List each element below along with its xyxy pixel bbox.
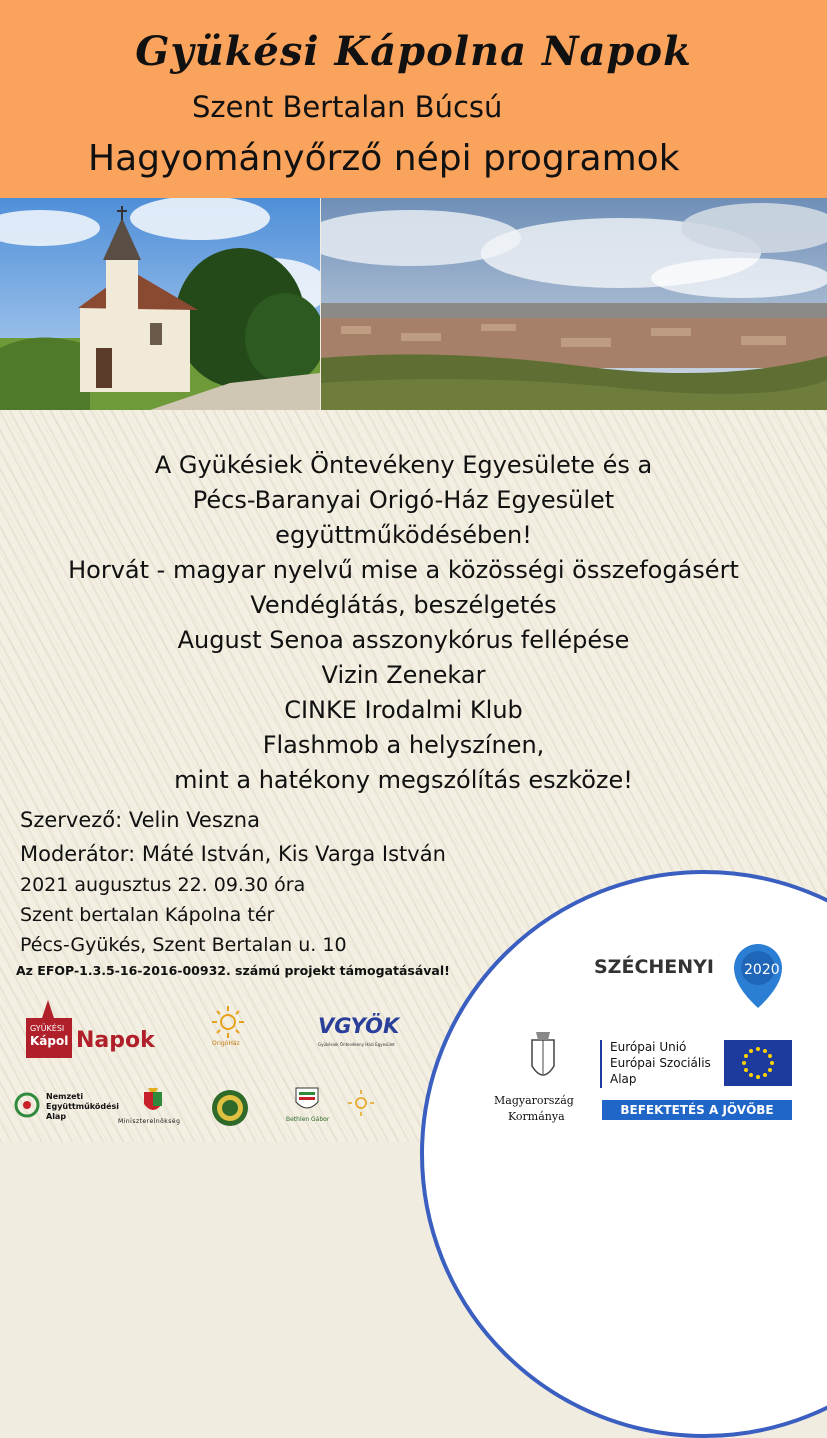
program-line: Pécs-Baranyai Origó-Ház Egyesület bbox=[192, 486, 615, 514]
befektetes-banner bbox=[602, 1100, 792, 1120]
program-line: együttműködésében! bbox=[275, 521, 532, 549]
nea-emblem-icon bbox=[14, 1092, 40, 1118]
eu-line3: Alap bbox=[610, 1072, 637, 1086]
origo-haz-logo bbox=[206, 1004, 250, 1054]
header-banner bbox=[0, 0, 827, 198]
eu-line2: Európai Szociális bbox=[610, 1056, 711, 1070]
city-panorama-photo bbox=[321, 198, 827, 410]
nea-logo bbox=[14, 1088, 120, 1128]
kapolna-napok-logo bbox=[18, 998, 168, 1060]
event-info bbox=[20, 804, 446, 960]
coat-of-arms-icon bbox=[142, 1086, 164, 1116]
small-sun-logo bbox=[346, 1088, 376, 1118]
szechenyi-2020-logo bbox=[594, 942, 794, 1012]
program-line: Vizin Zenekar bbox=[321, 661, 486, 689]
funding-note: Az EFOP-1.3.5-16-2016-00932. számú projekt támogatásával! bbox=[16, 963, 450, 978]
kapolna-logo-line2: Kápol bbox=[30, 1034, 69, 1048]
szechenyi-year: 2020 bbox=[744, 962, 780, 978]
kormany-line2: Kormánya bbox=[508, 1110, 565, 1123]
round-seal-logo bbox=[210, 1088, 250, 1128]
kormany-line1: Magyarország bbox=[494, 1094, 574, 1107]
event-subtitle: Szent Bertalan Búcsú bbox=[192, 90, 503, 124]
bethlen-label: Bethlen Gábor bbox=[286, 1116, 330, 1123]
vgyok-logo bbox=[316, 1014, 400, 1058]
program-line: Horvát - magyar nyelvű mise a közösségi összefogásért bbox=[68, 556, 739, 584]
venue-text: Szent bertalan Kápolna tér bbox=[20, 904, 275, 926]
miniszterelnokseg-logo bbox=[118, 1086, 194, 1130]
moderator-text: Moderátor: Máté István, Kis Varga István bbox=[20, 842, 446, 866]
program-line: August Senoa asszonykórus fellépése bbox=[177, 626, 630, 654]
nea-line1: Nemzeti bbox=[46, 1092, 84, 1101]
eu-flag-icon bbox=[724, 1040, 792, 1086]
coat-of-arms-icon bbox=[526, 1030, 560, 1090]
organizer-text: Szervező: Velin Veszna bbox=[20, 808, 260, 832]
sun-icon bbox=[206, 1004, 250, 1040]
kapolna-logo-word: Napok bbox=[76, 1028, 155, 1053]
eu-line1: Európai Unió bbox=[610, 1040, 687, 1054]
befektetes-text: BEFEKTETÉS A JÖVŐBE bbox=[620, 1103, 774, 1117]
program-line: Flashmob a helyszínen, bbox=[262, 731, 545, 759]
event-title: Gyükési Kápolna Napok bbox=[135, 28, 692, 75]
vgyok-logo-word: VGYÖK bbox=[318, 1014, 400, 1038]
miniszterelnokseg-label: Miniszterelnökség bbox=[118, 1118, 181, 1125]
eu-logo-block bbox=[600, 1040, 796, 1124]
vgyok-logo-caption: Gyükésiek Öntevékeny Házi Egyesület bbox=[318, 1042, 395, 1047]
address-text: Pécs-Gyükés, Szent Bertalan u. 10 bbox=[20, 934, 347, 956]
sun-icon bbox=[346, 1088, 376, 1118]
seal-icon bbox=[210, 1088, 250, 1128]
chapel-photo bbox=[0, 198, 320, 410]
origo-logo-label: OrigóHáz bbox=[212, 1040, 240, 1047]
shield-icon bbox=[294, 1086, 320, 1114]
kormany-logo bbox=[490, 1030, 594, 1126]
date-text: 2021 augusztus 22. 09.30 óra bbox=[20, 874, 306, 896]
program-line: mint a hatékony megszólítás eszköze! bbox=[174, 766, 633, 794]
nea-line3: Alap bbox=[46, 1112, 67, 1121]
program-list bbox=[0, 448, 807, 798]
szechenyi-word: SZÉCHENYI bbox=[594, 956, 714, 978]
program-line: Vendéglátás, beszélgetés bbox=[250, 591, 557, 619]
kapolna-logo-line1: GYÜKÉSI bbox=[30, 1024, 65, 1033]
bethlen-gabor-logo bbox=[284, 1086, 332, 1132]
program-line: A Gyükésiek Öntevékeny Egyesülete és a bbox=[154, 451, 653, 479]
program-line: CINKE Irodalmi Klub bbox=[284, 696, 523, 724]
event-tagline: Hagyományőrző népi programok bbox=[88, 138, 680, 179]
nea-line2: Együttműködési bbox=[46, 1102, 120, 1111]
